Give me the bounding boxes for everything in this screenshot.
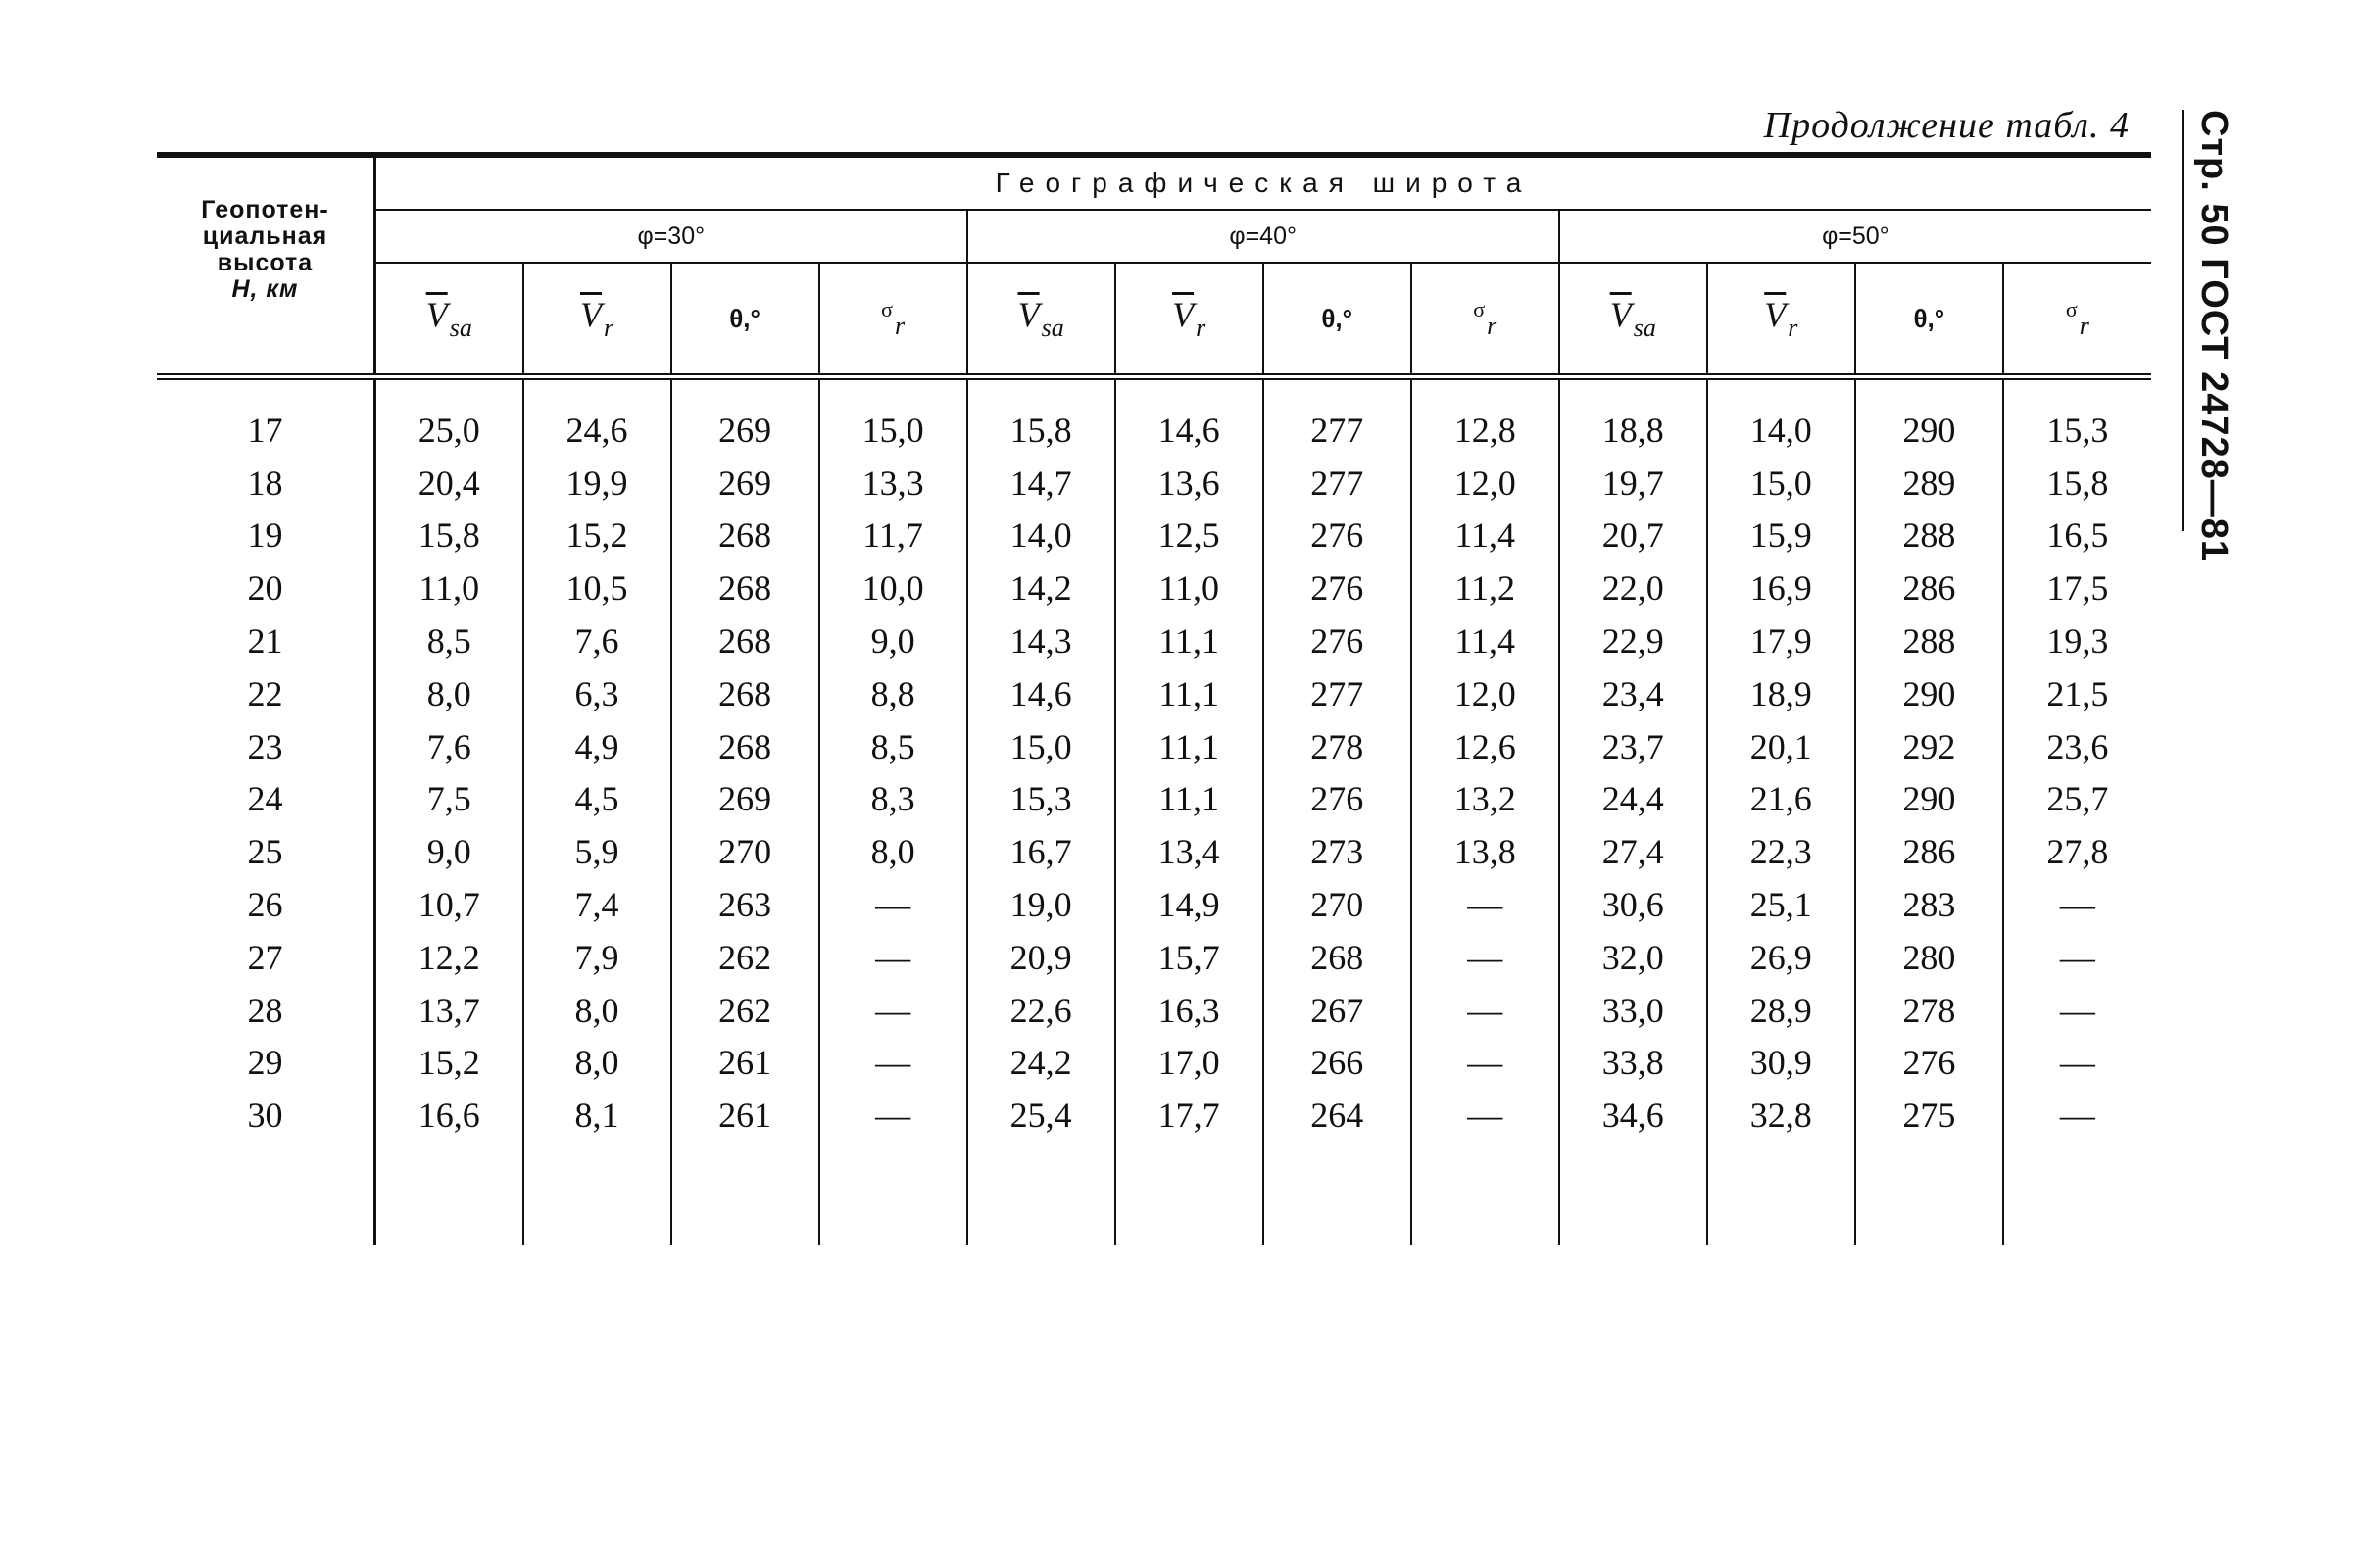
value-cell: 13,7 (375, 984, 523, 1037)
value-cell: 290 (1855, 377, 2003, 457)
value-cell: 18,9 (1707, 667, 1855, 720)
value-cell: — (2059, 990, 2095, 1030)
value-cell: 15,3 (967, 773, 1115, 826)
height-cell: 17 (157, 377, 375, 457)
latitude-50-header: φ=50° (1559, 210, 2151, 263)
value-cell: 15,3 (2046, 410, 2109, 450)
table-filler-row (157, 1142, 2151, 1245)
page-side-header (2182, 110, 2253, 563)
value-cell: 27,4 (1559, 825, 1707, 878)
col-subscript: sa (1041, 314, 1064, 342)
value-cell: 268 (1263, 931, 1411, 984)
value-cell: 286 (1855, 562, 2003, 614)
col-symbol: θ,° (1913, 303, 1945, 333)
value-cell: 9,0 (375, 825, 523, 878)
value-cell: 20,9 (967, 931, 1115, 984)
value-cell: — (819, 878, 967, 931)
col-header-theta-group-1 (671, 263, 819, 377)
table-row (157, 1037, 2151, 1090)
value-cell: 14,6 (1115, 377, 1263, 457)
value-cell: 268 (671, 510, 819, 563)
col-symbol: σ (2065, 297, 2078, 321)
value-cell: 261 (671, 1037, 819, 1090)
value-cell: 18,8 (1559, 377, 1707, 457)
height-cell: 27 (157, 931, 375, 984)
value-cell: 14,0 (967, 510, 1115, 563)
value-cell: 267 (1263, 984, 1411, 1037)
value-cell: 277 (1263, 667, 1411, 720)
value-cell: 12,8 (1411, 377, 1559, 457)
value-cell: 11,4 (1411, 510, 1559, 563)
value-cell: 14,0 (1707, 377, 1855, 457)
value-cell: 264 (1263, 1089, 1411, 1142)
value-cell: — (1411, 984, 1559, 1037)
col-header-vr-group-2 (1115, 263, 1263, 377)
value-cell: 15,8 (2046, 463, 2109, 503)
empty-cell (1115, 1142, 1263, 1245)
value-cell: 270 (671, 825, 819, 878)
table-row (157, 377, 2151, 457)
parameter-header-row (157, 263, 2151, 377)
value-cell: 11,1 (1115, 773, 1263, 826)
value-cell: 32,0 (1559, 931, 1707, 984)
height-header-line-2: циальная (202, 222, 328, 250)
value-cell: 19,7 (1559, 457, 1707, 510)
value-cell: 19,0 (967, 878, 1115, 931)
value-cell: 7,5 (375, 773, 523, 826)
height-cell: 25 (157, 825, 375, 878)
value-cell: 5,9 (523, 825, 671, 878)
value-cell: — (819, 1037, 967, 1090)
col-header-sigma-group-3 (2003, 263, 2151, 377)
empty-cell (671, 1142, 819, 1245)
value-cell: 22,3 (1707, 825, 1855, 878)
value-cell: 8,5 (375, 614, 523, 667)
col-symbol: σ (1473, 297, 1486, 321)
value-cell: 280 (1855, 931, 2003, 984)
latitude-40-header: φ=40° (967, 210, 1559, 263)
value-cell: 11,2 (1411, 562, 1559, 614)
value-cell: 8,5 (819, 720, 967, 773)
table-row (157, 825, 2151, 878)
height-cell: 20 (157, 562, 375, 614)
value-cell: 14,6 (967, 667, 1115, 720)
col-header-theta-group-3 (1855, 263, 2003, 377)
value-cell: 290 (1855, 773, 2003, 826)
empty-cell (967, 1142, 1115, 1245)
value-cell: 269 (671, 377, 819, 457)
table-row (157, 878, 2151, 931)
empty-cell (1263, 1142, 1411, 1245)
value-cell: 15,2 (375, 1037, 523, 1090)
value-cell: 16,5 (2046, 515, 2109, 556)
value-cell: 34,6 (1559, 1089, 1707, 1142)
value-cell: — (819, 984, 967, 1037)
value-cell: 13,2 (1411, 773, 1559, 826)
value-cell: 292 (1855, 720, 2003, 773)
height-header-line-1: Геопотен- (201, 196, 329, 223)
page-side-label: Стр. 50 ГОСТ 24728—81 (2193, 110, 2234, 563)
value-cell: 11,7 (819, 510, 967, 563)
value-cell: 10,7 (375, 878, 523, 931)
value-cell: 28,9 (1707, 984, 1855, 1037)
value-cell: 30,9 (1707, 1037, 1855, 1090)
col-header-theta-group-2 (1263, 263, 1411, 377)
value-cell: 289 (1855, 457, 2003, 510)
value-cell: 16,3 (1115, 984, 1263, 1037)
value-cell: 8,0 (523, 984, 671, 1037)
value-cell: — (2059, 1096, 2095, 1136)
value-cell: 32,8 (1707, 1089, 1855, 1142)
col-subscript: sa (449, 314, 472, 342)
height-cell: 26 (157, 878, 375, 931)
empty-cell (1707, 1142, 1855, 1245)
value-cell: 276 (1263, 510, 1411, 563)
value-cell: 19,9 (523, 457, 671, 510)
empty-cell (1855, 1142, 2003, 1245)
value-cell: 268 (671, 667, 819, 720)
value-cell: 11,0 (1115, 562, 1263, 614)
value-cell: 286 (1855, 825, 2003, 878)
col-symbol: $\overline{V}$ (425, 295, 448, 334)
value-cell: 16,6 (375, 1089, 523, 1142)
height-cell: 29 (157, 1037, 375, 1090)
value-cell: 8,0 (819, 825, 967, 878)
col-subscript: r (1487, 312, 1497, 340)
col-subscript: r (2079, 312, 2089, 340)
value-cell: 269 (671, 457, 819, 510)
value-cell: 23,7 (1559, 720, 1707, 773)
col-header-vr-group-1 (523, 263, 671, 377)
height-cell: 18 (157, 457, 375, 510)
value-cell: 17,7 (1115, 1089, 1263, 1142)
col-subscript: sa (1633, 314, 1656, 342)
value-cell: — (819, 931, 967, 984)
table-row (157, 720, 2151, 773)
value-cell: 13,4 (1115, 825, 1263, 878)
col-subscript: r (1196, 314, 1206, 342)
value-cell: 25,1 (1707, 878, 1855, 931)
value-cell: 7,6 (375, 720, 523, 773)
value-cell: — (1411, 1089, 1559, 1142)
col-symbol: $\overline{V}$ (1172, 295, 1195, 334)
height-cell: 19 (157, 510, 375, 563)
value-cell: 14,7 (967, 457, 1115, 510)
col-header-vsa-group-3 (1559, 263, 1707, 377)
table-row (157, 1089, 2151, 1142)
value-cell: 8,8 (819, 667, 967, 720)
value-cell: 25,7 (2046, 779, 2109, 819)
value-cell: 277 (1263, 377, 1411, 457)
value-cell: 16,9 (1707, 562, 1855, 614)
table-header (157, 155, 2151, 377)
value-cell: 9,0 (819, 614, 967, 667)
value-cell: 8,1 (523, 1089, 671, 1142)
col-header-sigma-group-2 (1411, 263, 1559, 377)
value-cell: 276 (1263, 614, 1411, 667)
col-symbol: θ,° (1321, 303, 1353, 333)
col-header-sigma-group-1 (819, 263, 967, 377)
value-cell: — (1411, 1037, 1559, 1090)
value-cell: 11,1 (1115, 667, 1263, 720)
value-cell: 12,5 (1115, 510, 1263, 563)
value-cell: 25,4 (967, 1089, 1115, 1142)
value-cell: 24,2 (967, 1037, 1115, 1090)
value-cell: 11,1 (1115, 614, 1263, 667)
value-cell: 11,1 (1115, 720, 1263, 773)
col-header-vsa-group-1 (375, 263, 523, 377)
empty-cell (157, 1142, 375, 1245)
height-column-header (157, 155, 375, 377)
height-header-line-4: H, км (231, 275, 299, 303)
value-cell: 4,5 (523, 773, 671, 826)
value-cell: 283 (1855, 878, 2003, 931)
value-cell: 11,0 (375, 562, 523, 614)
value-cell: — (819, 1089, 967, 1142)
value-cell: 7,6 (523, 614, 671, 667)
value-cell: 23,6 (2046, 726, 2109, 766)
value-cell: 8,0 (375, 667, 523, 720)
value-cell: 26,9 (1707, 931, 1855, 984)
value-cell: 276 (1263, 562, 1411, 614)
value-cell: 30,6 (1559, 878, 1707, 931)
value-cell: 17,0 (1115, 1037, 1263, 1090)
height-cell: 22 (157, 667, 375, 720)
col-symbol: $\overline{V}$ (1609, 295, 1632, 334)
atmosphere-wind-table (157, 152, 2151, 1245)
col-header-vsa-group-2 (967, 263, 1115, 377)
value-cell: 6,3 (523, 667, 671, 720)
table-row (157, 931, 2151, 984)
height-cell: 21 (157, 614, 375, 667)
value-cell: 261 (671, 1089, 819, 1142)
value-cell: 14,2 (967, 562, 1115, 614)
col-symbol: θ,° (729, 303, 760, 333)
latitude-30-header: φ=30° (375, 210, 967, 263)
col-subscript: r (894, 312, 906, 340)
table-row (157, 562, 2151, 614)
value-cell: 20,7 (1559, 510, 1707, 563)
value-cell: 17,5 (2046, 568, 2109, 609)
value-cell: 19,3 (2046, 621, 2109, 662)
value-cell: 278 (1263, 720, 1411, 773)
empty-cell (2003, 1142, 2151, 1245)
value-cell: 24,4 (1559, 773, 1707, 826)
value-cell: 22,6 (967, 984, 1115, 1037)
value-cell: 8,0 (523, 1037, 671, 1090)
table-row (157, 614, 2151, 667)
table-row (157, 773, 2151, 826)
value-cell: 15,9 (1707, 510, 1855, 563)
table-body (157, 377, 2151, 1246)
value-cell: 273 (1263, 825, 1411, 878)
value-cell: 15,0 (967, 720, 1115, 773)
height-cell: 23 (157, 720, 375, 773)
value-cell: 8,3 (819, 773, 967, 826)
value-cell: 11,4 (1411, 614, 1559, 667)
value-cell: 7,4 (523, 878, 671, 931)
value-cell: 288 (1855, 614, 2003, 667)
value-cell: 266 (1263, 1037, 1411, 1090)
empty-cell (1559, 1142, 1707, 1245)
value-cell: 15,0 (1707, 457, 1855, 510)
value-cell: 12,0 (1411, 457, 1559, 510)
value-cell: — (1411, 878, 1559, 931)
value-cell: 268 (671, 614, 819, 667)
table-row (157, 667, 2151, 720)
value-cell: 13,3 (819, 457, 967, 510)
table-row (157, 457, 2151, 510)
empty-cell (375, 1142, 523, 1245)
value-cell: 4,9 (523, 720, 671, 773)
value-cell: 14,3 (967, 614, 1115, 667)
value-cell: 27,8 (2046, 832, 2109, 872)
value-cell: 14,9 (1115, 878, 1263, 931)
col-symbol: $\overline{V}$ (1764, 295, 1787, 334)
value-cell: 12,0 (1411, 667, 1559, 720)
value-cell: 290 (1855, 667, 2003, 720)
empty-cell (523, 1142, 671, 1245)
value-cell: 33,8 (1559, 1037, 1707, 1090)
height-cell: 30 (157, 1089, 375, 1142)
value-cell: 269 (671, 773, 819, 826)
value-cell: 15,7 (1115, 931, 1263, 984)
value-cell: 12,2 (375, 931, 523, 984)
value-cell: 7,9 (523, 931, 671, 984)
value-cell: 268 (671, 562, 819, 614)
value-cell: 278 (1855, 984, 2003, 1037)
value-cell: 276 (1855, 1037, 2003, 1090)
value-cell: 16,7 (967, 825, 1115, 878)
col-symbol: $\overline{V}$ (1017, 295, 1040, 334)
value-cell: — (2059, 1043, 2095, 1083)
value-cell: 10,0 (819, 562, 967, 614)
table-row (157, 510, 2151, 563)
value-cell: 277 (1263, 457, 1411, 510)
value-cell: 275 (1855, 1089, 2003, 1142)
value-cell: 17,9 (1707, 614, 1855, 667)
geographic-latitude-header: Географическая широта (375, 155, 2152, 210)
col-subscript: r (603, 314, 614, 342)
continuation-title: Продолжение табл. 4 (1763, 105, 2130, 146)
value-cell: 23,4 (1559, 667, 1707, 720)
value-cell: 268 (671, 720, 819, 773)
value-cell: 20,4 (375, 457, 523, 510)
height-cell: 28 (157, 984, 375, 1037)
empty-cell (1411, 1142, 1559, 1245)
col-symbol: $\overline{V}$ (579, 295, 602, 334)
value-cell: 22,9 (1559, 614, 1707, 667)
value-cell: 288 (1855, 510, 2003, 563)
height-header-line-3: высота (217, 249, 314, 276)
col-header-vr-group-3 (1707, 263, 1855, 377)
value-cell: 263 (671, 878, 819, 931)
value-cell: 15,0 (819, 377, 967, 457)
value-cell: — (2059, 885, 2095, 925)
value-cell: 15,2 (523, 510, 671, 563)
data-table-container (157, 152, 2151, 1245)
value-cell: 33,0 (1559, 984, 1707, 1037)
col-symbol: σ (881, 297, 893, 321)
value-cell: — (1411, 931, 1559, 984)
value-cell: 25,0 (375, 377, 523, 457)
value-cell: 22,0 (1559, 562, 1707, 614)
value-cell: 21,5 (2046, 673, 2109, 713)
empty-cell (819, 1142, 967, 1245)
value-cell: 15,8 (375, 510, 523, 563)
value-cell: — (2059, 937, 2095, 977)
value-cell: 270 (1263, 878, 1411, 931)
height-cell: 24 (157, 773, 375, 826)
value-cell: 262 (671, 984, 819, 1037)
value-cell: 15,8 (967, 377, 1115, 457)
value-cell: 276 (1263, 773, 1411, 826)
value-cell: 13,6 (1115, 457, 1263, 510)
table-row (157, 984, 2151, 1037)
value-cell: 21,6 (1707, 773, 1855, 826)
value-cell: 262 (671, 931, 819, 984)
col-subscript: r (1788, 314, 1798, 342)
value-cell: 13,8 (1411, 825, 1559, 878)
value-cell: 24,6 (523, 377, 671, 457)
value-cell: 12,6 (1411, 720, 1559, 773)
value-cell: 20,1 (1707, 720, 1855, 773)
value-cell: 10,5 (523, 562, 671, 614)
